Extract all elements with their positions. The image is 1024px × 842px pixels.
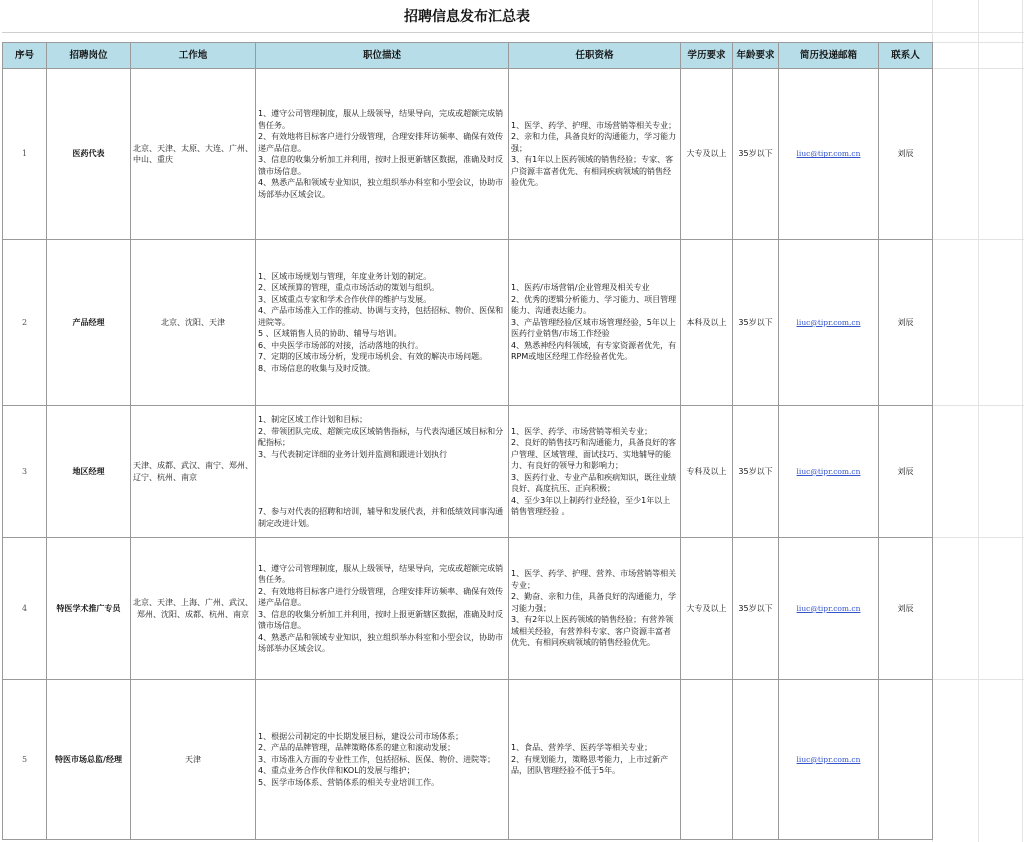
table-row xyxy=(3,240,933,406)
header-email[interactable]: 简历投递邮箱 xyxy=(779,43,879,69)
cell-no[interactable]: 2 xyxy=(3,240,47,406)
cell-location[interactable]: 北京、沈阳、天津 xyxy=(131,240,256,406)
sheet-title-cell[interactable] xyxy=(2,0,932,33)
cell-education[interactable]: 大专及以上 xyxy=(681,538,733,680)
email-link[interactable]: liuc@tipr.com.cn xyxy=(796,603,861,613)
cell-contact[interactable] xyxy=(879,680,933,840)
cell-no[interactable]: 5 xyxy=(3,680,47,840)
recruitment-table xyxy=(2,42,933,840)
cell-email[interactable] xyxy=(779,240,879,406)
cell-age[interactable] xyxy=(733,680,779,840)
cell-no[interactable]: 3 xyxy=(3,406,47,538)
cell-qualification[interactable]: 1、食品、营养学、医药学等相关专业； 2、有规划能力，策略思考能力，上市过新产品，团队管理经验不低于5年。 xyxy=(509,680,681,840)
header-age[interactable]: 年龄要求 xyxy=(733,43,779,69)
cell-description[interactable]: 1、遵守公司管理制度，服从上级领导，结果导向，完成或超额完成销售任务。 2、有效地将目标客户进行分级管理，合理安排拜访频率、确保有效传递产品信息。 3、信息的收集分析加工并利用，按时上报更新辖区数据，准确及时反馈市场信息。 4、熟悉产品和领域专业知识，独立组织举办科室和小型会议，协助市场部举办区域会议。 xyxy=(256,538,509,680)
cell-no[interactable]: 1 xyxy=(3,69,47,240)
cell-description[interactable]: 1、区域市场规划与管理，年度业务计划的制定。 2、区域预算的管理，重点市场活动的策划与组织。 3、区域重点专家和学术合作伙伴的维护与发展。 4、产品市场准入工作的推动、协调与支持，包括招标、物价、医保和进院等。 5 、区域销售人员的协助、辅导与培训。 6、中央医学市场部的对接，活动落地的执行。 7、定期的区域市场分析，发现市场机会、有效的解决市场问题。 8、市场信息的收集与及时反馈。 xyxy=(256,240,509,406)
cell-position[interactable]: 特医市场总监/经理 xyxy=(47,680,131,840)
table-row xyxy=(3,538,933,680)
cell-location[interactable]: 北京、天津、太原、大连、广州、中山、重庆 xyxy=(131,69,256,240)
cell-email[interactable] xyxy=(779,538,879,680)
cell-education[interactable]: 专科及以上 xyxy=(681,406,733,538)
cell-position[interactable]: 地区经理 xyxy=(47,406,131,538)
header-location[interactable]: 工作地 xyxy=(131,43,256,69)
cell-position[interactable]: 产品经理 xyxy=(47,240,131,406)
cell-contact[interactable]: 刘辰 xyxy=(879,69,933,240)
email-link[interactable]: liuc@tipr.com.cn xyxy=(796,317,861,327)
grid-line xyxy=(932,68,1024,69)
cell-email[interactable] xyxy=(779,69,879,240)
table-row xyxy=(3,406,933,538)
header-qualification[interactable]: 任职资格 xyxy=(509,43,681,69)
grid-line xyxy=(932,239,1024,240)
grid-line xyxy=(932,679,1024,680)
cell-position[interactable]: 医药代表 xyxy=(47,69,131,240)
cell-email[interactable] xyxy=(779,680,879,840)
grid-line xyxy=(932,405,1024,406)
cell-qualification[interactable]: 1、医学、药学、市场营销等相关专业； 2、良好的销售技巧和沟通能力，具备良好的客户管理、区域管理、面试技巧、实地辅导的能力、有良好的领导力和影响力； 3、医药行业、专业产品和疾病知识，既往业绩良好、高度抗压、正向积极； 4、至少3年以上制药行业经验，至少1年以上销售管理经验 。 xyxy=(509,406,681,538)
cell-education[interactable] xyxy=(681,680,733,840)
cell-email[interactable] xyxy=(779,406,879,538)
cell-age[interactable]: 35岁以下 xyxy=(733,240,779,406)
grid-line xyxy=(932,42,1024,43)
table-row xyxy=(3,69,933,240)
cell-description[interactable]: 1、遵守公司管理制度，服从上级领导，结果导向，完成或超额完成销售任务。 2、有效地将目标客户进行分级管理，合理安排拜访频率、确保有效传递产品信息。 3、信息的收集分析加工并利用，按时上报更新辖区数据，准确及时反馈市场信息。 4、熟悉产品和领域专业知识，独立组织举办科室和小型会议，协助市场部举办区域会议。 xyxy=(256,69,509,240)
cell-qualification[interactable]: 1、医学、药学、护理、市场营销等相关专业； 2、亲和力佳，具备良好的沟通能力，学习能力强； 3、有1年以上医药领域的销售经验；专家、客户资源丰富者优先、有相同疾病领域的销售经验优先。 xyxy=(509,69,681,240)
cell-qualification[interactable]: 1、医学、药学、护理、营养、市场营销等相关专业； 2、勤奋、亲和力佳，具备良好的沟通能力，学习能力强； 3、有2年以上医药领域的销售经验；有营养领域相关经验，有营养科专家、客户资源丰富者优先、有相同疾病领域的销售经验优先。 xyxy=(509,538,681,680)
cell-contact[interactable]: 刘辰 xyxy=(879,406,933,538)
email-link[interactable]: liuc@tipr.com.cn xyxy=(796,149,861,159)
header-no[interactable]: 序号 xyxy=(3,43,47,69)
sheet-title: 招聘信息发布汇总表 xyxy=(404,9,530,25)
email-link[interactable]: liuc@tipr.com.cn xyxy=(796,466,861,476)
header-position[interactable]: 招聘岗位 xyxy=(47,43,131,69)
grid-line xyxy=(932,32,1024,33)
header-description[interactable]: 职位描述 xyxy=(256,43,509,69)
cell-location[interactable]: 天津、成都、武汉、南宁、郑州、辽宁、杭州、南京 xyxy=(131,406,256,538)
grid-line xyxy=(1022,0,1023,842)
email-link[interactable]: liuc@tipr.com.cn xyxy=(796,754,861,764)
table-row xyxy=(3,680,933,840)
grid-line xyxy=(932,537,1024,538)
grid-line xyxy=(978,0,979,842)
cell-description[interactable]: 1、制定区域工作计划和目标； 2、带领团队完成、超额完成区域销售指标，与代表沟通区域目标和分配指标； 3、与代表制定详细的业务计划并监测和跟进计划执行 7、参与对代表的招聘和培训，辅导和发展代表，并和低绩效同事沟通制定改进计划。 xyxy=(256,406,509,538)
cell-location[interactable]: 天津 xyxy=(131,680,256,840)
cell-qualification[interactable]: 1、医药/市场营销/企业管理及相关专业 2、优秀的逻辑分析能力、学习能力、项目管理能力、沟通表达能力。 3、产品管理经验/区域市场管理经验，5年以上医药行业销售/市场工作经验 4、熟悉神经内科领域，有专家资源者优先，有RPM或地区经理工作经验者优先。 xyxy=(509,240,681,406)
cell-age[interactable]: 35岁以下 xyxy=(733,538,779,680)
cell-no[interactable]: 4 xyxy=(3,538,47,680)
header-row xyxy=(3,43,933,69)
cell-age[interactable]: 35岁以下 xyxy=(733,69,779,240)
cell-contact[interactable]: 刘辰 xyxy=(879,240,933,406)
cell-education[interactable]: 大专及以上 xyxy=(681,69,733,240)
header-education[interactable]: 学历要求 xyxy=(681,43,733,69)
cell-education[interactable]: 本科及以上 xyxy=(681,240,733,406)
cell-location[interactable]: 北京、天津、上海、广州、武汉、郑州、沈阳、成都、杭州、南京 xyxy=(131,538,256,680)
header-contact[interactable]: 联系人 xyxy=(879,43,933,69)
cell-position[interactable]: 特医学术推广专员 xyxy=(47,538,131,680)
cell-description[interactable]: 1、根据公司制定的中长期发展目标，建设公司市场体系； 2、产品的品牌管理，品牌策略体系的建立和滚动发展； 3、市场准入方面的专业性工作，包括招标、医保、物价、进院等； 4、重点业务合作伙伴和KOL的发展与维护； 5、医学市场体系、营销体系的相关专业培训工作。 xyxy=(256,680,509,840)
cell-age[interactable]: 35岁以下 xyxy=(733,406,779,538)
cell-contact[interactable]: 刘辰 xyxy=(879,538,933,680)
